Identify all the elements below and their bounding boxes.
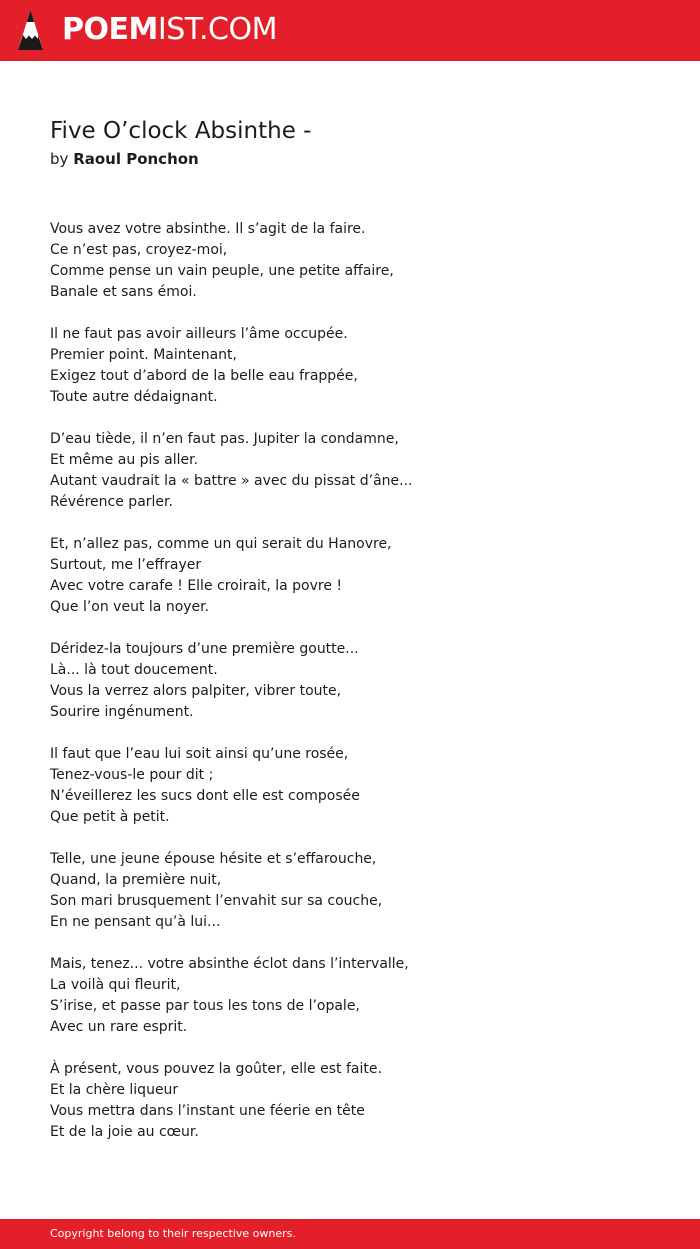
poem-line: N’éveillerez les sucs dont elle est composée — [50, 788, 360, 804]
poem-stanza — [50, 639, 650, 723]
by-prefix: by — [50, 150, 69, 168]
poem-stanza — [50, 534, 650, 618]
poem-line: Sourire ingénument. — [50, 704, 194, 720]
poem-line: Que petit à petit. — [50, 809, 170, 825]
site-logo[interactable] — [62, 12, 277, 48]
poem-line: Il faut que l’eau lui soit ainsi qu’une rosée, — [50, 746, 349, 762]
poem-stanza — [50, 219, 650, 303]
poem-stanza — [50, 744, 650, 828]
poem-stanza — [50, 954, 650, 1038]
site-header — [0, 0, 700, 61]
poem-line: Déridez-la toujours d’une première goutte... — [50, 641, 359, 657]
poem-stanza — [50, 1059, 650, 1143]
poem-author: Raoul Ponchon — [73, 150, 199, 168]
poem-stanza — [50, 324, 650, 408]
poem-line: Révérence parler. — [50, 494, 173, 510]
poem-line: D’eau tiède, il n’en faut pas. Jupiter la condamne, — [50, 431, 399, 447]
pencil-tip-icon[interactable] — [17, 9, 44, 52]
poem-line: Que l’on veut la noyer. — [50, 599, 210, 615]
poem-line: Ce n’est pas, croyez-moi, — [50, 242, 228, 258]
poem-line: Et même au pis aller. — [50, 452, 199, 468]
poem-line: Premier point. Maintenant, — [50, 347, 237, 363]
poem-line: Exigez tout d’abord de la belle eau frappée, — [50, 368, 358, 384]
poem-line: Il ne faut pas avoir ailleurs l’âme occupée. — [50, 326, 348, 342]
poem-byline — [50, 148, 199, 170]
poem-line: Quand, la première nuit, — [50, 872, 222, 888]
poem-line: Vous avez votre absinthe. Il s’agit de la faire. — [50, 221, 366, 237]
poem-line: Telle, une jeune épouse hésite et s’effarouche, — [50, 851, 377, 867]
poem-line: S’irise, et passe par tous les tons de l’opale, — [50, 998, 360, 1014]
poem-line: Tenez-vous-le pour dit ; — [50, 767, 214, 783]
poem-stanza — [50, 849, 650, 933]
poem-line: Et de la joie au cœur. — [50, 1124, 199, 1140]
poem-line: Et la chère liqueur — [50, 1082, 179, 1098]
poem-line: Vous la verrez alors palpiter, vibrer toute, — [50, 683, 342, 699]
poem-title: Five O’clock Absinthe - — [50, 118, 312, 144]
poem-line: Surtout, me l’effrayer — [50, 557, 202, 573]
poem-line: Son mari brusquement l’envahit sur sa couche, — [50, 893, 383, 909]
poem-line: À présent, vous pouvez la goûter, elle est faite. — [50, 1061, 382, 1077]
poem-line: Autant vaudrait la « battre » avec du pissat d’âne... — [50, 473, 413, 489]
logo-brand-light: IST.COM — [157, 12, 277, 47]
poem-line: Mais, tenez... votre absinthe éclot dans l’intervalle, — [50, 956, 409, 972]
site-footer — [0, 1219, 700, 1249]
poem-line: La voilà qui fleurit, — [50, 977, 181, 993]
logo-brand-bold: POEM — [62, 12, 158, 47]
poem-line: En ne pensant qu’à lui... — [50, 914, 221, 930]
poem-stanza — [50, 429, 650, 513]
poem-line: Avec un rare esprit. — [50, 1019, 188, 1035]
poem-line: Comme pense un vain peuple, une petite affaire, — [50, 263, 394, 279]
poem-line: Avec votre carafe ! Elle croirait, la povre ! — [50, 578, 343, 594]
copyright-notice: Copyright belong to their respective owners. — [50, 1227, 296, 1240]
poem-line: Et, n’allez pas, comme un qui serait du Hanovre, — [50, 536, 392, 552]
poem-line: Toute autre dédaignant. — [50, 389, 218, 405]
poem-line: Banale et sans émoi. — [50, 284, 197, 300]
poem-body — [50, 219, 650, 1164]
poem-line: Là... là tout doucement. — [50, 662, 218, 678]
poem-line: Vous mettra dans l’instant une féerie en tête — [50, 1103, 365, 1119]
